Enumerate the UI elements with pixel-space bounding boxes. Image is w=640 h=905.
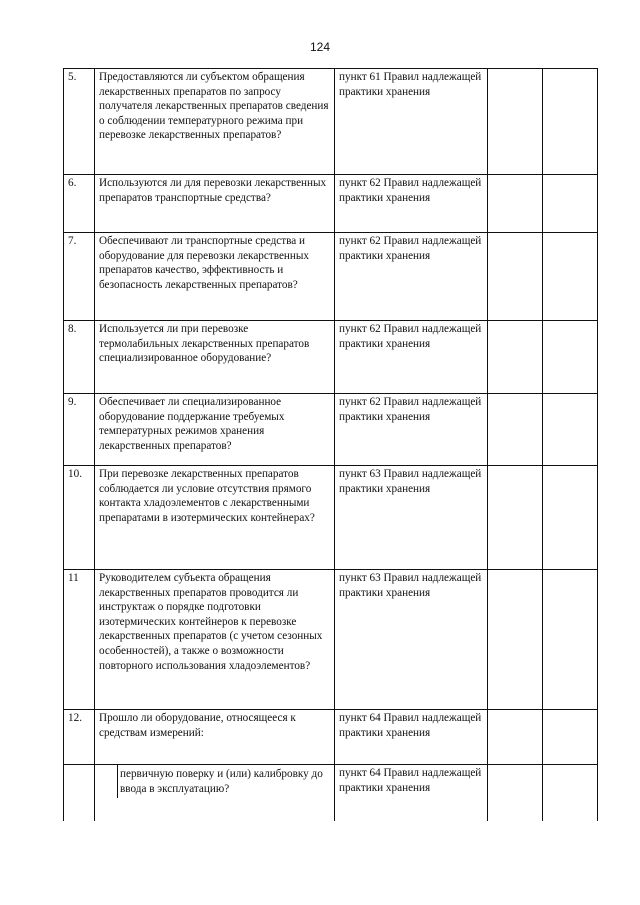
table-row: [64, 69, 598, 175]
table-row: [64, 710, 598, 765]
table-row: [64, 394, 598, 466]
reference-cell: пункт 62 Правил надлежащей практики хранения: [335, 321, 488, 394]
question-cell: Руководителем субъекта обращения лекарственных препаратов проводится ли инструктаж о порядке подготовки изотермических контейнеров к перевозке лекарственных препаратов (с учетом сезонных особенностей), а также о возможности повторного использования хладоэлементов?: [95, 570, 335, 710]
subquestion-indent: [95, 765, 118, 798]
page-number: 124: [309, 40, 331, 54]
reference-cell: пункт 63 Правил надлежащей практики хранения: [335, 570, 488, 710]
reference-cell: пункт 62 Правил надлежащей практики хранения: [335, 394, 488, 466]
question-cell: Обеспечивают ли транспортные средства и оборудование для перевозки лекарственных препаратов качество, эффективность и безопасность лекарственных препаратов?: [95, 233, 335, 321]
row-number: 12.: [64, 710, 95, 765]
question-cell: Предоставляются ли субъектом обращения лекарственных препаратов по запросу получателя лекарственных препаратов сведения о соблюдении температурного режима при перевозке лекарственных препаратов?: [95, 69, 335, 175]
table-subrow: [64, 765, 598, 821]
answer-cell[interactable]: [488, 765, 543, 821]
answer-cell[interactable]: [488, 233, 543, 321]
note-cell[interactable]: [543, 710, 598, 765]
row-number: 6.: [64, 175, 95, 233]
reference-cell: пункт 62 Правил надлежащей практики хранения: [335, 175, 488, 233]
note-cell[interactable]: [543, 233, 598, 321]
answer-cell[interactable]: [488, 69, 543, 175]
answer-cell[interactable]: [488, 394, 543, 466]
note-cell[interactable]: [543, 570, 598, 710]
reference-cell: пункт 63 Правил надлежащей практики хранения: [335, 466, 488, 570]
subquestion-text: первичную поверку и (или) калибровку до ввода в эксплуатацию?: [120, 768, 323, 795]
subquestion-cell: [95, 765, 335, 821]
checklist-table: [63, 68, 598, 821]
row-number: 5.: [64, 69, 95, 175]
note-cell[interactable]: [543, 69, 598, 175]
row-number: 11: [64, 570, 95, 710]
table-row: [64, 175, 598, 233]
answer-cell[interactable]: [488, 710, 543, 765]
note-cell[interactable]: [543, 175, 598, 233]
note-cell[interactable]: [543, 765, 598, 821]
table-row: [64, 466, 598, 570]
row-number: 10.: [64, 466, 95, 570]
question-cell: При перевозке лекарственных препаратов соблюдается ли условие отсутствия прямого контакта хладоэлементов с лекарственными препаратами в изотермических контейнерах?: [95, 466, 335, 570]
reference-cell: пункт 62 Правил надлежащей практики хранения: [335, 233, 488, 321]
table-row: [64, 321, 598, 394]
reference-cell: пункт 64 Правил надлежащей практики хранения: [335, 765, 488, 821]
note-cell[interactable]: [543, 321, 598, 394]
question-cell: Прошло ли оборудование, относящееся к средствам измерений:: [95, 710, 335, 765]
row-number: 7.: [64, 233, 95, 321]
answer-cell[interactable]: [488, 321, 543, 394]
answer-cell[interactable]: [488, 175, 543, 233]
row-number: 8.: [64, 321, 95, 394]
table-row: [64, 570, 598, 710]
question-cell: Используется ли при перевозке термолабильных лекарственных препаратов специализированное оборудование?: [95, 321, 335, 394]
row-number: [64, 765, 95, 821]
note-cell[interactable]: [543, 466, 598, 570]
answer-cell[interactable]: [488, 570, 543, 710]
question-cell: Используются ли для перевозки лекарственных препаратов транспортные средства?: [95, 175, 335, 233]
note-cell[interactable]: [543, 394, 598, 466]
reference-cell: пункт 64 Правил надлежащей практики хранения: [335, 710, 488, 765]
reference-cell: пункт 61 Правил надлежащей практики хранения: [335, 69, 488, 175]
question-cell: Обеспечивает ли специализированное оборудование поддержание требуемых температурных режимов хранения лекарственных препаратов?: [95, 394, 335, 466]
table-row: [64, 233, 598, 321]
row-number: 9.: [64, 394, 95, 466]
answer-cell[interactable]: [488, 466, 543, 570]
